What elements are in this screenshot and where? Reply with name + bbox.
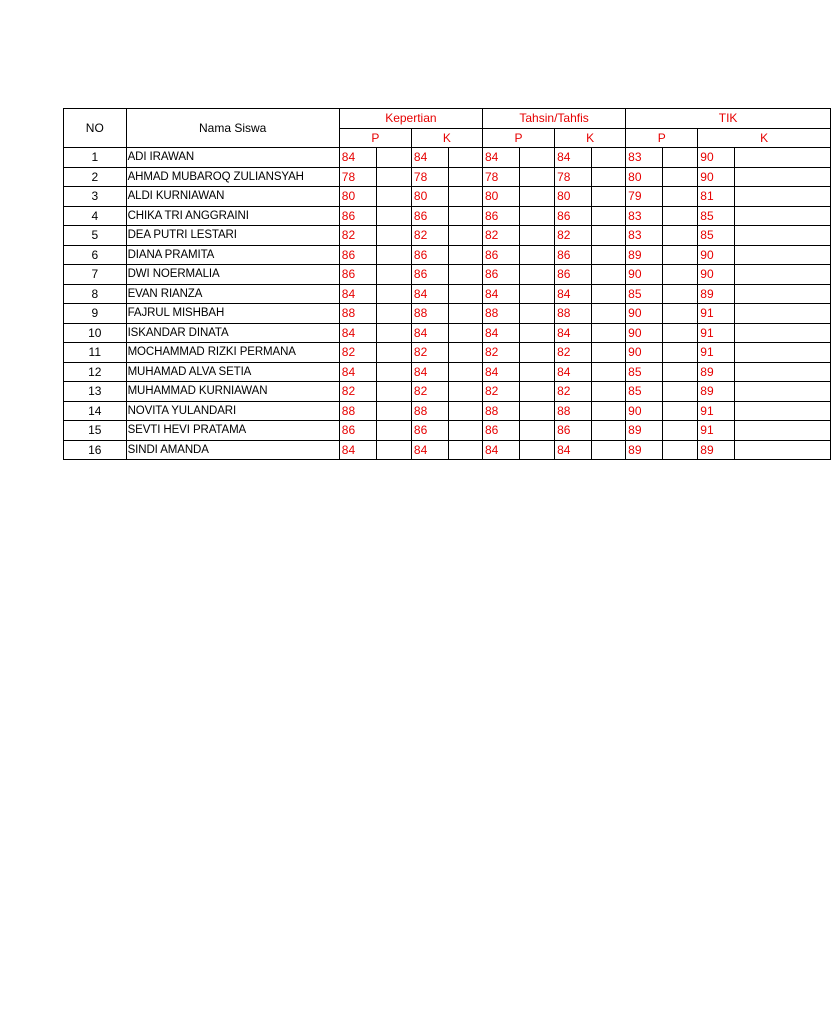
score-cell: 85 — [698, 206, 735, 226]
empty-cell — [520, 362, 555, 382]
student-name: DEA PUTRI LESTARI — [126, 226, 339, 246]
empty-cell — [735, 245, 831, 265]
empty-cell — [663, 245, 698, 265]
score-cell: 82 — [411, 343, 448, 363]
score-cell: 85 — [626, 284, 663, 304]
empty-cell — [449, 401, 483, 421]
score-cell: 84 — [411, 284, 448, 304]
table-row — [64, 265, 831, 285]
table-row — [64, 362, 831, 382]
score-cell: 86 — [339, 206, 376, 226]
table-row — [64, 323, 831, 343]
table-row — [64, 245, 831, 265]
empty-cell — [592, 245, 626, 265]
empty-cell — [735, 265, 831, 285]
empty-cell — [376, 206, 411, 226]
empty-cell — [520, 226, 555, 246]
score-cell: 91 — [698, 323, 735, 343]
empty-cell — [449, 148, 483, 168]
score-cell: 84 — [482, 148, 519, 168]
student-name: SEVTI HEVI PRATAMA — [126, 421, 339, 441]
score-cell: 80 — [411, 187, 448, 207]
header-sub-p: P — [482, 128, 554, 148]
score-cell: 86 — [482, 206, 519, 226]
table-row — [64, 343, 831, 363]
score-cell: 86 — [555, 265, 592, 285]
student-name: DWI NOERMALIA — [126, 265, 339, 285]
empty-cell — [376, 362, 411, 382]
empty-cell — [663, 187, 698, 207]
empty-cell — [376, 440, 411, 460]
row-number: 5 — [64, 226, 127, 246]
score-cell: 80 — [339, 187, 376, 207]
empty-cell — [592, 167, 626, 187]
empty-cell — [520, 265, 555, 285]
empty-cell — [520, 401, 555, 421]
empty-cell — [520, 421, 555, 441]
score-cell: 82 — [555, 382, 592, 402]
empty-cell — [592, 304, 626, 324]
empty-cell — [449, 421, 483, 441]
empty-cell — [663, 440, 698, 460]
score-cell: 91 — [698, 401, 735, 421]
row-number: 10 — [64, 323, 127, 343]
score-cell: 84 — [411, 148, 448, 168]
empty-cell — [376, 421, 411, 441]
empty-cell — [592, 382, 626, 402]
score-cell: 84 — [339, 362, 376, 382]
score-cell: 84 — [411, 440, 448, 460]
score-cell: 90 — [626, 401, 663, 421]
empty-cell — [376, 382, 411, 402]
score-cell: 89 — [698, 284, 735, 304]
empty-cell — [735, 421, 831, 441]
empty-cell — [449, 323, 483, 343]
score-cell: 84 — [339, 323, 376, 343]
empty-cell — [592, 226, 626, 246]
score-cell: 84 — [555, 284, 592, 304]
row-number: 2 — [64, 167, 127, 187]
score-cell: 82 — [339, 226, 376, 246]
empty-cell — [592, 343, 626, 363]
score-cell: 82 — [482, 382, 519, 402]
empty-cell — [663, 284, 698, 304]
score-cell: 91 — [698, 421, 735, 441]
score-cell: 89 — [626, 245, 663, 265]
empty-cell — [449, 362, 483, 382]
table-row — [64, 148, 831, 168]
student-name: EVAN RIANZA — [126, 284, 339, 304]
score-cell: 86 — [339, 245, 376, 265]
table-row — [64, 382, 831, 402]
row-number: 6 — [64, 245, 127, 265]
empty-cell — [735, 206, 831, 226]
empty-cell — [592, 206, 626, 226]
row-number: 11 — [64, 343, 127, 363]
score-cell: 86 — [555, 206, 592, 226]
empty-cell — [376, 245, 411, 265]
empty-cell — [663, 206, 698, 226]
student-name: ALDI KURNIAWAN — [126, 187, 339, 207]
score-cell: 78 — [411, 167, 448, 187]
empty-cell — [449, 206, 483, 226]
empty-cell — [663, 148, 698, 168]
score-cell: 84 — [411, 323, 448, 343]
score-cell: 86 — [339, 265, 376, 285]
score-cell: 86 — [411, 421, 448, 441]
row-number: 16 — [64, 440, 127, 460]
student-name: MUHAMAD ALVA SETIA — [126, 362, 339, 382]
empty-cell — [663, 343, 698, 363]
empty-cell — [592, 421, 626, 441]
score-cell: 90 — [626, 343, 663, 363]
score-cell: 81 — [698, 187, 735, 207]
score-cell: 89 — [698, 382, 735, 402]
empty-cell — [520, 382, 555, 402]
empty-cell — [449, 187, 483, 207]
score-cell: 78 — [339, 167, 376, 187]
table-viewport — [63, 108, 769, 460]
score-cell: 85 — [626, 362, 663, 382]
student-name: CHIKA TRI ANGGRAINI — [126, 206, 339, 226]
empty-cell — [520, 343, 555, 363]
row-number: 9 — [64, 304, 127, 324]
score-cell: 86 — [411, 245, 448, 265]
empty-cell — [520, 323, 555, 343]
empty-cell — [663, 265, 698, 285]
empty-cell — [520, 167, 555, 187]
empty-cell — [520, 187, 555, 207]
table-row — [64, 167, 831, 187]
header-sub-k: K — [411, 128, 482, 148]
score-cell: 88 — [339, 401, 376, 421]
table-row — [64, 304, 831, 324]
empty-cell — [376, 187, 411, 207]
row-number: 4 — [64, 206, 127, 226]
score-cell: 90 — [626, 304, 663, 324]
empty-cell — [376, 226, 411, 246]
score-cell: 88 — [482, 401, 519, 421]
empty-cell — [520, 304, 555, 324]
header-sub-p: P — [339, 128, 411, 148]
score-cell: 82 — [339, 343, 376, 363]
score-cell: 88 — [411, 401, 448, 421]
student-name: AHMAD MUBAROQ ZULIANSYAH — [126, 167, 339, 187]
header-sub-k: K — [555, 128, 626, 148]
row-number: 15 — [64, 421, 127, 441]
empty-cell — [449, 304, 483, 324]
student-name: NOVITA YULANDARI — [126, 401, 339, 421]
score-cell: 78 — [555, 167, 592, 187]
empty-cell — [592, 362, 626, 382]
empty-cell — [376, 401, 411, 421]
score-cell: 90 — [698, 148, 735, 168]
empty-cell — [449, 226, 483, 246]
empty-cell — [592, 284, 626, 304]
student-name: ADI IRAWAN — [126, 148, 339, 168]
score-cell: 90 — [698, 167, 735, 187]
empty-cell — [449, 245, 483, 265]
empty-cell — [735, 187, 831, 207]
score-cell: 86 — [411, 265, 448, 285]
score-cell: 84 — [482, 440, 519, 460]
empty-cell — [735, 343, 831, 363]
score-cell: 86 — [482, 265, 519, 285]
empty-cell — [376, 343, 411, 363]
empty-cell — [663, 382, 698, 402]
score-cell: 82 — [555, 343, 592, 363]
score-cell: 90 — [698, 245, 735, 265]
score-cell: 82 — [482, 226, 519, 246]
table-row — [64, 401, 831, 421]
score-cell: 86 — [555, 421, 592, 441]
empty-cell — [376, 284, 411, 304]
score-cell: 90 — [626, 323, 663, 343]
grade-table — [63, 108, 831, 460]
score-cell: 90 — [626, 265, 663, 285]
empty-cell — [520, 245, 555, 265]
score-cell: 86 — [482, 245, 519, 265]
student-name: DIANA PRAMITA — [126, 245, 339, 265]
empty-cell — [520, 284, 555, 304]
empty-cell — [449, 167, 483, 187]
table-row — [64, 421, 831, 441]
header-subject-tahsin: Tahsin/Tahfis — [482, 109, 625, 129]
empty-cell — [376, 148, 411, 168]
score-cell: 84 — [482, 362, 519, 382]
score-cell: 80 — [626, 167, 663, 187]
empty-cell — [520, 148, 555, 168]
row-number: 13 — [64, 382, 127, 402]
score-cell: 86 — [339, 421, 376, 441]
score-cell: 80 — [482, 187, 519, 207]
row-number: 3 — [64, 187, 127, 207]
empty-cell — [592, 401, 626, 421]
empty-cell — [449, 265, 483, 285]
header-no: NO — [64, 109, 127, 148]
score-cell: 80 — [555, 187, 592, 207]
empty-cell — [520, 206, 555, 226]
empty-cell — [735, 362, 831, 382]
score-cell: 85 — [626, 382, 663, 402]
student-name: FAJRUL MISHBAH — [126, 304, 339, 324]
empty-cell — [735, 226, 831, 246]
empty-cell — [376, 167, 411, 187]
score-cell: 82 — [411, 382, 448, 402]
score-cell: 86 — [411, 206, 448, 226]
empty-cell — [592, 148, 626, 168]
empty-cell — [592, 265, 626, 285]
empty-cell — [735, 304, 831, 324]
header-sub-k: K — [698, 128, 831, 148]
table-row — [64, 226, 831, 246]
score-cell: 82 — [482, 343, 519, 363]
score-cell: 83 — [626, 148, 663, 168]
student-name: MOCHAMMAD RIZKI PERMANA — [126, 343, 339, 363]
empty-cell — [376, 323, 411, 343]
row-number: 12 — [64, 362, 127, 382]
table-row — [64, 187, 831, 207]
empty-cell — [663, 304, 698, 324]
table-row — [64, 440, 831, 460]
score-cell: 86 — [482, 421, 519, 441]
score-cell: 89 — [698, 440, 735, 460]
row-number: 8 — [64, 284, 127, 304]
header-subject-tik: TIK — [626, 109, 831, 129]
score-cell: 88 — [555, 401, 592, 421]
student-name: ISKANDAR DINATA — [126, 323, 339, 343]
empty-cell — [592, 440, 626, 460]
score-cell: 89 — [626, 421, 663, 441]
empty-cell — [663, 362, 698, 382]
empty-cell — [735, 440, 831, 460]
header-name: Nama Siswa — [126, 109, 339, 148]
empty-cell — [735, 284, 831, 304]
student-name: SINDI AMANDA — [126, 440, 339, 460]
empty-cell — [520, 440, 555, 460]
score-cell: 88 — [482, 304, 519, 324]
score-cell: 78 — [482, 167, 519, 187]
row-number: 1 — [64, 148, 127, 168]
score-cell: 84 — [482, 284, 519, 304]
table-body — [64, 148, 831, 460]
empty-cell — [735, 382, 831, 402]
score-cell: 84 — [482, 323, 519, 343]
empty-cell — [449, 284, 483, 304]
empty-cell — [449, 343, 483, 363]
empty-cell — [663, 323, 698, 343]
header-subject-kepertian: Kepertian — [339, 109, 482, 129]
empty-cell — [376, 304, 411, 324]
empty-cell — [449, 440, 483, 460]
empty-cell — [663, 167, 698, 187]
row-number: 7 — [64, 265, 127, 285]
header-sub-p: P — [626, 128, 698, 148]
row-number: 14 — [64, 401, 127, 421]
score-cell: 88 — [411, 304, 448, 324]
score-cell: 85 — [698, 226, 735, 246]
score-cell: 84 — [555, 362, 592, 382]
score-cell: 83 — [626, 226, 663, 246]
score-cell: 91 — [698, 304, 735, 324]
score-cell: 86 — [555, 245, 592, 265]
score-cell: 84 — [555, 148, 592, 168]
empty-cell — [735, 401, 831, 421]
empty-cell — [449, 382, 483, 402]
score-cell: 83 — [626, 206, 663, 226]
empty-cell — [592, 323, 626, 343]
score-cell: 89 — [698, 362, 735, 382]
score-cell: 90 — [698, 265, 735, 285]
student-name: MUHAMMAD KURNIAWAN — [126, 382, 339, 402]
score-cell: 84 — [411, 362, 448, 382]
table-row — [64, 206, 831, 226]
empty-cell — [735, 167, 831, 187]
score-cell: 84 — [339, 148, 376, 168]
table-row — [64, 284, 831, 304]
score-cell: 82 — [411, 226, 448, 246]
score-cell: 84 — [555, 440, 592, 460]
empty-cell — [376, 265, 411, 285]
score-cell: 84 — [339, 284, 376, 304]
score-cell: 79 — [626, 187, 663, 207]
score-cell: 89 — [626, 440, 663, 460]
score-cell: 88 — [339, 304, 376, 324]
score-cell: 91 — [698, 343, 735, 363]
score-cell: 84 — [555, 323, 592, 343]
empty-cell — [663, 401, 698, 421]
score-cell: 82 — [555, 226, 592, 246]
empty-cell — [663, 421, 698, 441]
score-cell: 82 — [339, 382, 376, 402]
empty-cell — [592, 187, 626, 207]
empty-cell — [735, 148, 831, 168]
empty-cell — [735, 323, 831, 343]
empty-cell — [663, 226, 698, 246]
score-cell: 84 — [339, 440, 376, 460]
score-cell: 88 — [555, 304, 592, 324]
